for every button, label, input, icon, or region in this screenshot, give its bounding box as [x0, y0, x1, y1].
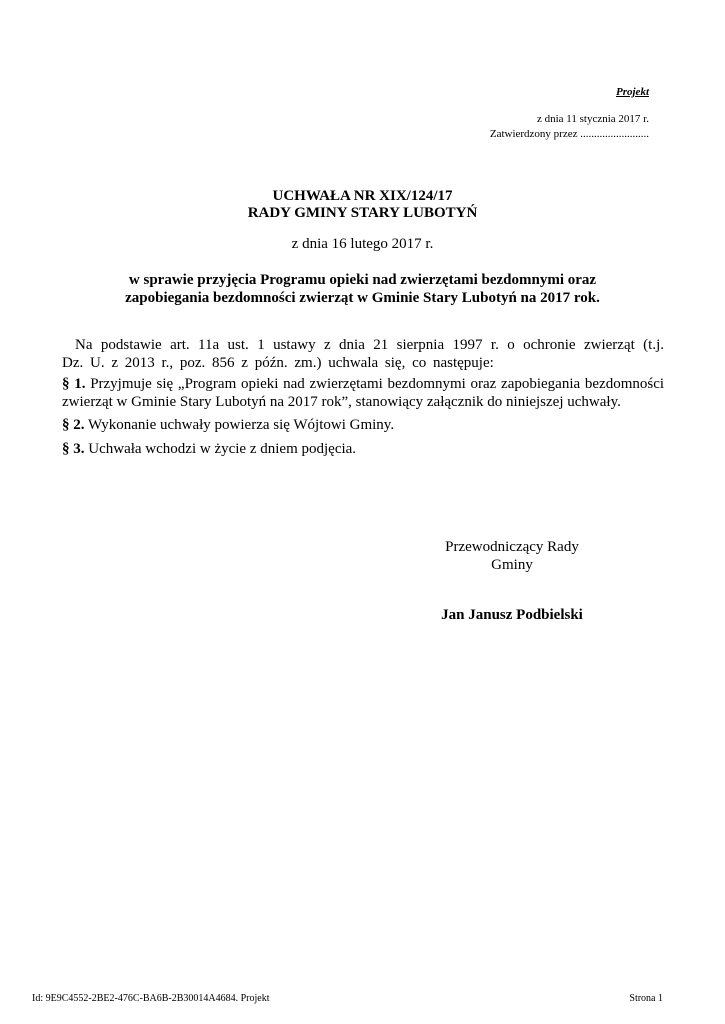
section-2-text: Wykonanie uchwały powierza się Wójtowi Gminy. [87, 417, 395, 433]
resolution-subject: w sprawie przyjęcia Programu opieki nad zwierzętami bezdomnymi oraz zapobiegania bezdomności zwierząt w Gminie Stary Lubotyń na 2017 rok. [125, 272, 600, 306]
signatory-name: Jan Janusz Podbielski [441, 607, 583, 623]
draft-date: z dnia 11 stycznia 2017 r. [536, 113, 649, 125]
resolution-number: UCHWAŁA NR XIX/124/17 [272, 188, 453, 204]
resolution-issuer: RADY GMINY STARY LUBOTYŃ [247, 205, 478, 221]
legal-basis: Na podstawie art. 11a ust. 1 ustawy z dnia 21 sierpnia 1997 r. o ochronie zwierząt (t.j. Dz. U. z 2013 r., poz. 856 z późn. zm.) uchwala się, co następuje: [62, 337, 664, 371]
section-3-text: Uchwała wchodzi w życie z dniem podjęcia. [88, 441, 357, 457]
approved-by: Zatwierdzony przez ......................... [489, 128, 649, 140]
document-id: Id: 9E9C4552-2BE2-476C-BA6B-2B30014A4684. Projekt [32, 993, 270, 1004]
section-1 [62, 375, 664, 411]
section-2-number: § 2. [62, 417, 85, 433]
section-1-number: § 1. [62, 376, 86, 392]
section-1-text: Przyjmuje się „Program opieki nad zwierzętami bezdomnymi oraz zapobiegania bezdomności zwierząt w Gminie Stary Lubotyń na 2017 rok”, stanowiący załącznik do niniejszej uchwały. [62, 376, 665, 410]
section-3 [62, 440, 664, 458]
section-3-number: § 3. [62, 441, 85, 457]
signatory-title-line2: Gminy [491, 557, 533, 573]
draft-label: Projekt [616, 86, 649, 98]
resolution-date: z dnia 16 lutego 2017 r. [291, 236, 434, 252]
section-2 [62, 416, 664, 434]
page-number: Strona 1 [629, 993, 663, 1004]
signatory-title-line1: Przewodniczący Rady [445, 539, 579, 555]
